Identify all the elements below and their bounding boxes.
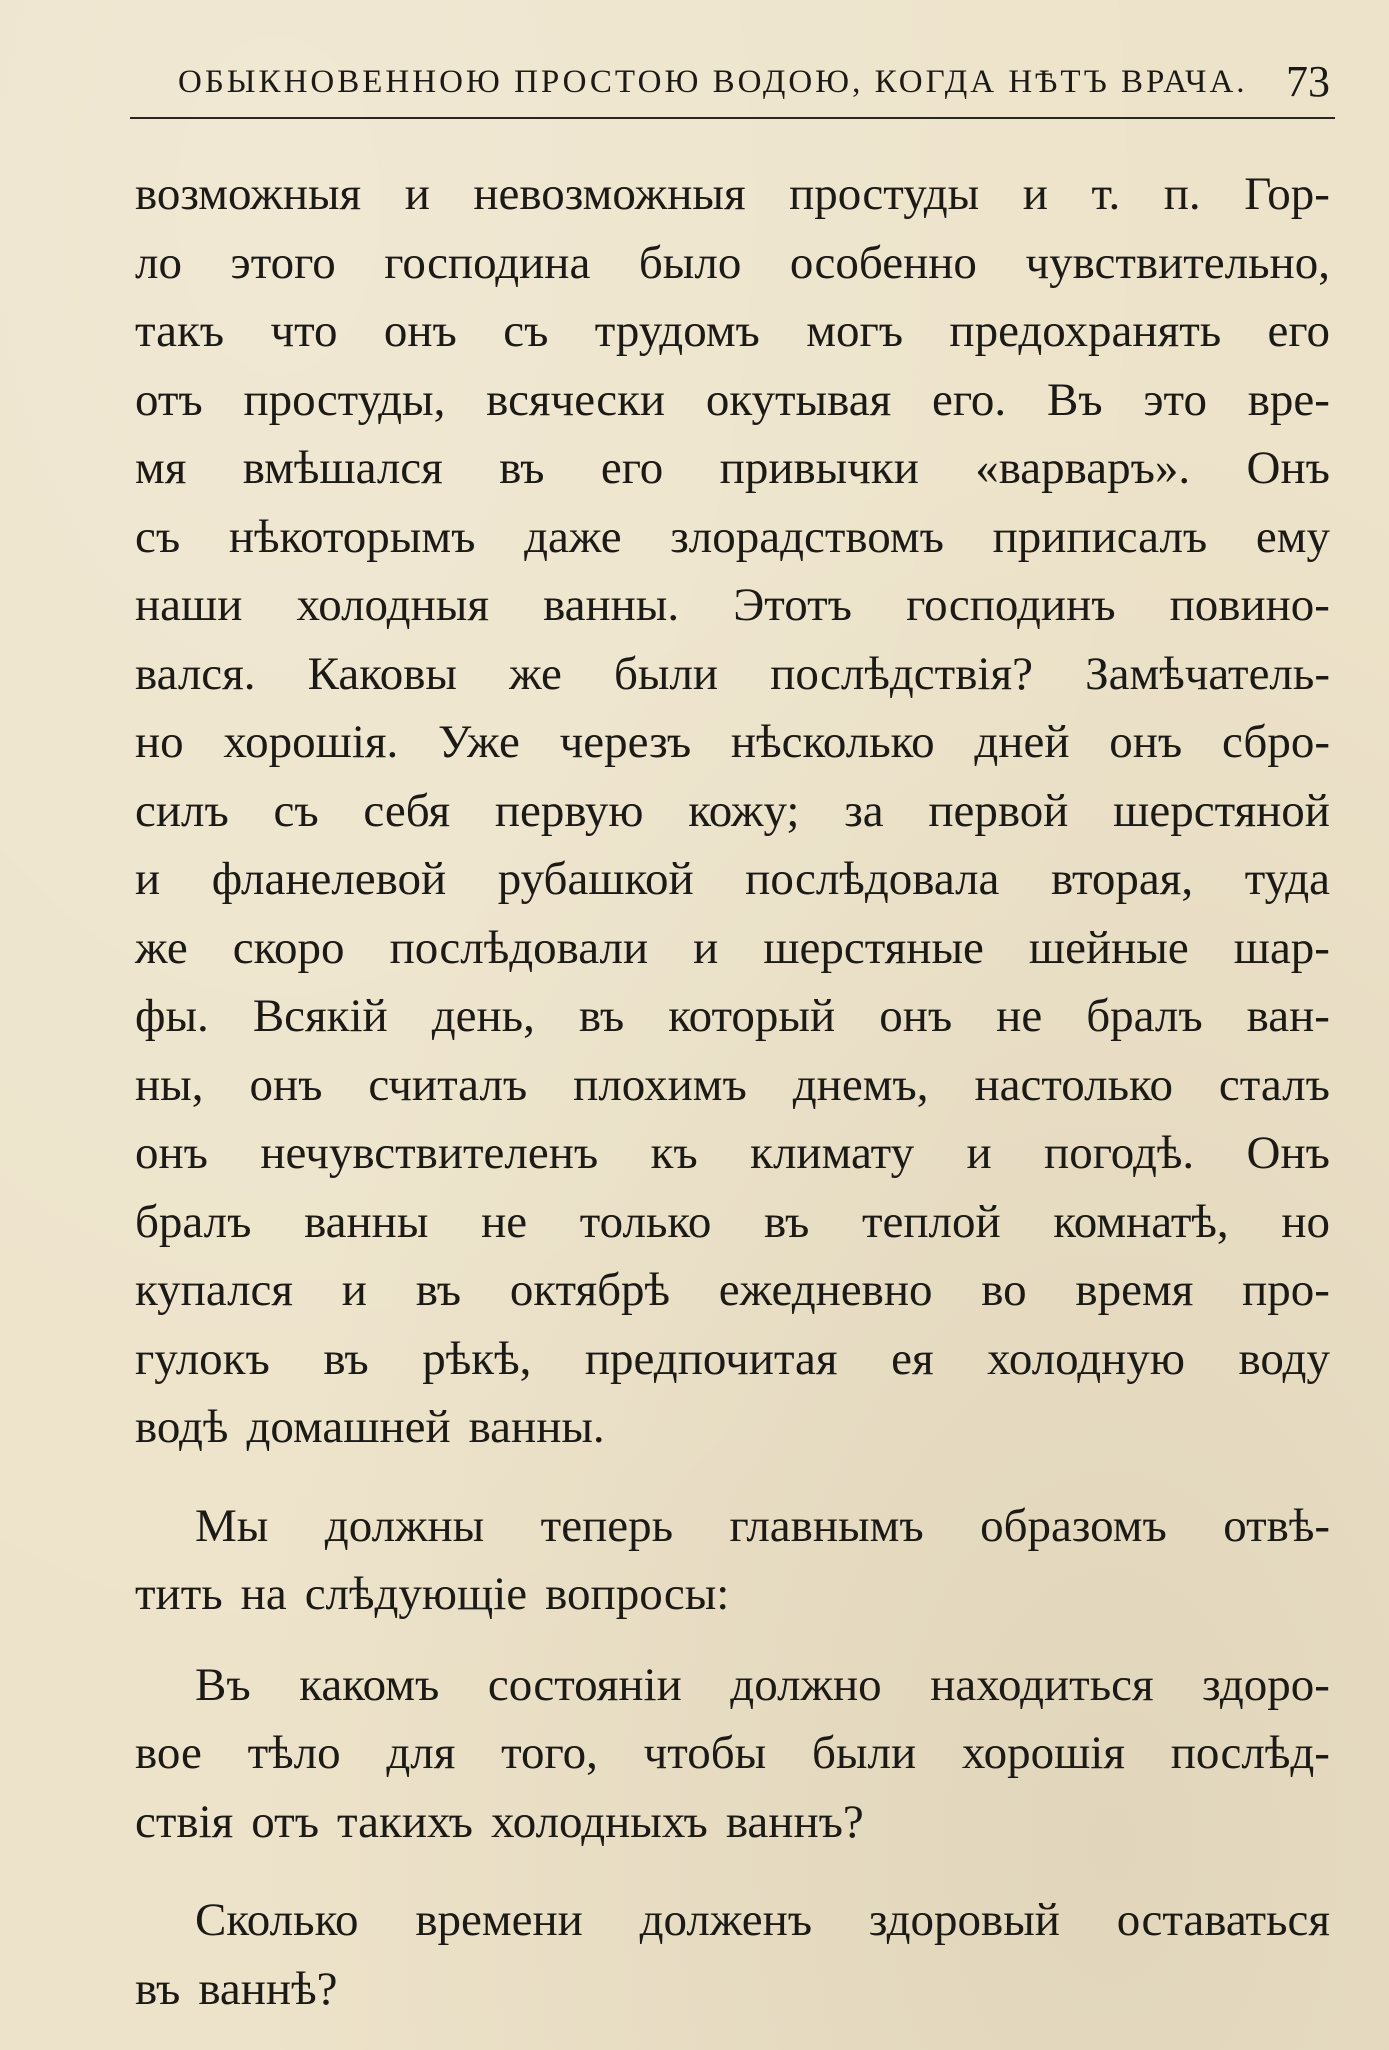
word: какомъ	[299, 1658, 440, 1711]
body-text	[135, 160, 1330, 2023]
word: считалъ	[368, 1058, 528, 1111]
paragraph	[135, 1492, 1330, 1629]
word: для	[386, 1727, 456, 1779]
word: ему	[1255, 510, 1330, 563]
word: онъ	[249, 1058, 323, 1111]
word: отъ	[135, 373, 203, 426]
word: послѣдовали	[389, 921, 649, 974]
word: Онъ	[1246, 1127, 1330, 1179]
word: же	[135, 921, 188, 974]
word: времени	[415, 1894, 583, 1946]
word: того,	[501, 1727, 598, 1779]
word: господинъ	[906, 579, 1116, 631]
word: чтобы	[643, 1727, 767, 1779]
text-line	[135, 1492, 1330, 1561]
word: этого	[230, 236, 336, 289]
text-line	[135, 1325, 1330, 1394]
paragraph-gap	[135, 1856, 1330, 1886]
word: ванны.	[468, 1401, 605, 1453]
word: находиться	[930, 1658, 1154, 1711]
word: ны,	[135, 1058, 204, 1111]
word: холодныхъ	[491, 1795, 708, 1848]
word: черезъ	[559, 716, 692, 768]
word: рубашкой	[497, 853, 694, 905]
word: погодѣ.	[1044, 1127, 1195, 1179]
word: шейные	[1028, 921, 1189, 974]
word: съ	[273, 784, 319, 837]
word: вре-	[1247, 373, 1330, 426]
word: въ	[323, 1332, 369, 1385]
word: даже	[524, 510, 622, 563]
word: отъ	[251, 1795, 320, 1848]
text-line	[135, 571, 1330, 640]
text-line	[135, 914, 1330, 983]
word: хорошія	[961, 1727, 1125, 1779]
text-line	[135, 1886, 1330, 1955]
word: такихъ	[337, 1795, 473, 1848]
word: могъ	[806, 305, 904, 357]
word: про-	[1242, 1264, 1330, 1316]
word: Сколько	[195, 1894, 359, 1946]
word: вался.	[135, 647, 256, 700]
word: послѣдовала	[745, 853, 1000, 905]
text-line	[135, 1393, 1330, 1462]
word: онъ	[879, 990, 953, 1042]
word: сбро-	[1221, 716, 1330, 768]
word: тѣло	[247, 1727, 341, 1779]
word: послѣд-	[1170, 1727, 1330, 1779]
text-line	[135, 1119, 1330, 1188]
word: настолько	[974, 1058, 1173, 1111]
word: фланелевой	[211, 853, 447, 905]
paragraph-gap	[135, 1462, 1330, 1492]
word: возможныя	[135, 168, 362, 220]
word: «варваръ».	[975, 442, 1191, 494]
word: за	[844, 784, 884, 837]
word: хорошія.	[223, 716, 399, 768]
text-line	[135, 777, 1330, 846]
word: было	[638, 236, 742, 289]
word: образомъ	[980, 1499, 1167, 1552]
paragraph-gap	[135, 1629, 1330, 1651]
word: водѣ	[135, 1401, 229, 1453]
word: въ	[578, 990, 625, 1042]
text-line	[135, 160, 1330, 229]
word: были	[613, 647, 719, 700]
word: не	[481, 1195, 528, 1248]
header-rule	[130, 117, 1335, 119]
word: здоро-	[1202, 1658, 1330, 1711]
word: себя	[363, 784, 451, 837]
word: время	[1075, 1264, 1194, 1316]
word: климату	[750, 1127, 915, 1179]
word: невозможныя	[473, 168, 746, 220]
running-header-title: ОБЫКНОВЕННОЮ ПРОСТОЮ ВОДОЮ, КОГДА НѢТЪ ВРАЧА.	[178, 64, 1248, 100]
word: въ	[764, 1195, 810, 1248]
word: шар-	[1233, 921, 1330, 974]
word: онъ	[135, 1127, 208, 1179]
text-line	[135, 1560, 1330, 1629]
word: и	[693, 921, 719, 974]
word: Мы	[195, 1499, 269, 1552]
word: должны	[324, 1499, 485, 1552]
word: дней	[974, 716, 1070, 768]
text-line	[135, 982, 1330, 1051]
word: шерстяной	[1113, 784, 1330, 837]
word: бралъ	[1086, 990, 1203, 1042]
word: Уже	[438, 716, 520, 768]
word: его.	[931, 373, 1007, 426]
word: злорадствомъ	[670, 510, 944, 563]
word: слѣдующіе	[304, 1568, 528, 1620]
word: вмѣшался	[242, 442, 443, 494]
word: и	[404, 168, 430, 220]
word: теплой	[861, 1195, 1001, 1248]
word: тить	[135, 1568, 223, 1620]
word: приписалъ	[992, 510, 1208, 563]
word: гулокъ	[135, 1332, 270, 1385]
word: и	[1022, 168, 1048, 220]
word: должно	[730, 1658, 882, 1711]
text-line	[135, 297, 1330, 366]
word: ея	[891, 1332, 934, 1385]
word: нѣсколько	[730, 716, 935, 768]
word: но	[135, 716, 184, 768]
word: плохимъ	[573, 1058, 747, 1111]
word: онъ	[383, 305, 457, 357]
word: день,	[431, 990, 535, 1042]
word: Замѣчатель-	[1085, 647, 1330, 700]
word: ванны.	[543, 579, 680, 631]
word: въ	[499, 442, 545, 494]
word: Въ	[195, 1658, 251, 1711]
word: шерстяные	[763, 921, 984, 974]
text-line	[135, 845, 1330, 914]
word: Всякій	[252, 990, 388, 1042]
text-line	[135, 1955, 1330, 2024]
word: комнатѣ,	[1053, 1195, 1229, 1248]
word: чувствительно,	[1025, 236, 1330, 289]
word: нечувствителенъ	[260, 1127, 599, 1179]
text-line	[135, 1051, 1330, 1120]
word: здоровый	[868, 1894, 1060, 1946]
word: предпочитая	[584, 1332, 838, 1385]
text-line	[135, 1256, 1330, 1325]
word: его	[600, 442, 664, 494]
word: рѣкѣ,	[422, 1332, 532, 1385]
text-line	[135, 229, 1330, 298]
word: п.	[1163, 168, 1201, 220]
word: первую	[494, 784, 644, 837]
word: окутывая	[705, 373, 892, 426]
word: онъ	[1109, 716, 1183, 768]
text-line	[135, 1651, 1330, 1720]
word: главнымъ	[729, 1499, 924, 1552]
word: Онъ	[1246, 442, 1330, 494]
paragraph	[135, 1651, 1330, 1857]
word: трудомъ	[594, 305, 760, 357]
word: состояніи	[487, 1658, 682, 1711]
text-line	[135, 1788, 1330, 1857]
word: Этотъ	[733, 579, 852, 631]
word: скоро	[232, 921, 345, 974]
word: т.	[1091, 168, 1121, 220]
word: такъ	[135, 305, 225, 357]
word: господина	[384, 236, 591, 289]
word: и	[966, 1127, 992, 1179]
running-header	[130, 58, 1330, 118]
word: ваннѣ?	[198, 1962, 338, 2015]
word: теперь	[540, 1499, 674, 1552]
word: фы.	[135, 990, 209, 1042]
text-line	[135, 503, 1330, 572]
word: ванны	[304, 1195, 429, 1248]
word: ствія	[135, 1795, 234, 1848]
paragraph	[135, 1886, 1330, 2023]
text-line	[135, 1188, 1330, 1257]
word: купался	[135, 1264, 294, 1316]
word: нѣкоторымъ	[228, 510, 476, 563]
word: Гор-	[1244, 168, 1330, 220]
word: и	[135, 853, 161, 905]
word: всячески	[486, 373, 666, 426]
word: Въ	[1046, 373, 1103, 426]
word: долженъ	[639, 1894, 813, 1946]
word: въ	[415, 1264, 462, 1316]
text-line	[135, 1719, 1330, 1788]
word: ежедневно	[718, 1264, 933, 1316]
text-line	[135, 366, 1330, 435]
word: но	[1281, 1195, 1330, 1248]
word: отвѣ-	[1223, 1499, 1330, 1552]
word: простуды,	[243, 373, 446, 426]
word: во	[981, 1264, 1027, 1316]
word: оставаться	[1116, 1894, 1330, 1946]
word: воду	[1238, 1332, 1330, 1385]
word: только	[579, 1195, 712, 1248]
word: наши	[135, 579, 243, 631]
word: привычки	[719, 442, 919, 494]
word: силъ	[135, 784, 229, 837]
word: Каковы	[307, 647, 457, 700]
word: холодныя	[296, 579, 489, 631]
word: туда	[1244, 853, 1330, 905]
word: холодную	[987, 1332, 1185, 1385]
word: ваннъ?	[725, 1795, 864, 1848]
page-number: 73	[1286, 57, 1330, 106]
word: въ	[135, 1962, 181, 2015]
word: предохранять	[949, 305, 1222, 357]
word: съ	[503, 305, 549, 357]
word: это	[1143, 373, 1207, 426]
word: вое	[135, 1727, 202, 1779]
text-line	[135, 434, 1330, 503]
word: ло	[135, 236, 182, 289]
word: вторая,	[1050, 853, 1194, 905]
text-line	[135, 708, 1330, 777]
word: и	[341, 1264, 367, 1316]
word: домашней	[246, 1401, 451, 1453]
word: днемъ,	[792, 1058, 929, 1111]
word: же	[509, 647, 562, 700]
word: вопросы:	[545, 1568, 730, 1620]
paragraph	[135, 160, 1330, 1462]
word: съ	[135, 510, 181, 563]
word: который	[668, 990, 836, 1042]
word: его	[1267, 305, 1330, 357]
word: послѣдствія?	[770, 647, 1033, 700]
word: кожу;	[688, 784, 800, 837]
word: ван-	[1246, 990, 1330, 1042]
word: на	[240, 1568, 287, 1620]
word: октябрѣ	[509, 1264, 670, 1316]
word: повино-	[1169, 579, 1330, 631]
word: мя	[135, 442, 187, 494]
text-line	[135, 640, 1330, 709]
word: что	[270, 305, 338, 357]
word: простуды	[789, 168, 980, 220]
word: первой	[928, 784, 1069, 837]
word: особенно	[789, 236, 977, 289]
word: бралъ	[135, 1195, 252, 1248]
word: были	[812, 1727, 917, 1779]
word: сталъ	[1218, 1058, 1330, 1111]
word: не	[996, 990, 1043, 1042]
word: къ	[650, 1127, 698, 1179]
